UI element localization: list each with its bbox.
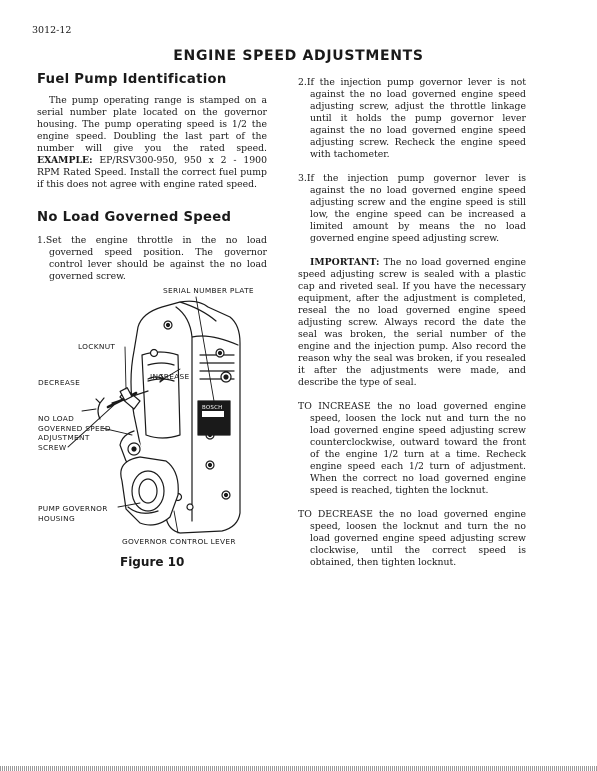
label-pump-governor-housing (38, 504, 108, 523)
pump-illustration (30, 285, 300, 555)
fuel-pump-section (37, 95, 267, 191)
label-increase: INCREASE (150, 372, 190, 381)
serial-plate-text: BOSCH (202, 405, 223, 411)
increase-paragraph: TO INCREASE the no load governed engine speed, loosen the lock nut and turn the no load governed engine speed adjusting screw counterclockwise, outward toward the front of the engine 1/2 turn at a time. Recheck engine speed each 1/2 turn of adjustment. When the correct no load governed engine speed is reached, tighten the locknut. (298, 401, 526, 496)
important-text: The no load governed engine speed adjusting screw is sealed with a plastic cap and riveted seal. If you have the necessary equipment, after the adjustment is completed, reseal the no load governed engine speed adjusting screw. Always record the date the seal was broken, the serial number of the engine and the injection pump. Also record the reason why the seal was broken, if you resealed it after the adjustments were made, and describe the type of seal. (298, 257, 526, 388)
important-label: IMPORTANT: (310, 257, 380, 268)
example-label: EXAMPLE: (37, 155, 93, 166)
label-no-load-line-1: NO LOAD (38, 414, 75, 423)
page-number: 3012-12 (32, 25, 72, 36)
step-1-paragraph (37, 235, 267, 283)
step-3-text: If the injection pump governor lever is against the no load governed engine speed adjusting screw and the engine speed is still low, the engine speed can be increased a limited amount by means the no load governed engine speed adjusting screw. (306, 173, 526, 244)
figure-caption: Figure 10 (120, 555, 185, 569)
label-no-load-line-3: ADJUSTMENT (38, 433, 90, 442)
step-1-number: 1. (37, 235, 46, 246)
label-no-load-screw (38, 414, 111, 452)
label-pump-governor-line-1: PUMP GOVERNOR (38, 504, 108, 513)
bottom-scan-rule (0, 766, 597, 771)
no-load-heading: No Load Governed Speed (37, 210, 232, 225)
label-no-load-line-4: SCREW (38, 442, 67, 452)
important-note (298, 257, 526, 389)
fuel-pump-text: The pump operating range is stamped on a serial number plate located on the governor housing. The pump operating speed is 1/2 the engine speed. Doubling the last part of the number will give you the rated speed. (37, 95, 267, 154)
step-1-text: Set the engine throttle in the no load governed speed position. The governor control lever should be against the no load governed screw. (45, 235, 267, 282)
label-governor-control-lever: GOVERNOR CONTROL LEVER (122, 537, 236, 546)
step-2-number: 2. (298, 77, 307, 88)
label-decrease: DECREASE (38, 378, 81, 387)
label-serial-number-plate: SERIAL NUMBER PLATE (163, 286, 254, 295)
step-2-text: If the injection pump governor lever is not against the no load governed engine speed adjusting screw, adjust the throttle linkage until it holds the pump governor lever against the no load governed engine speed adjusting screw. Recheck the engine speed with tachometer. (306, 77, 526, 160)
step-3 (298, 173, 526, 245)
page-title: ENGINE SPEED ADJUSTMENTS (173, 48, 424, 64)
decrease-paragraph: TO DECREASE the no load governed engine speed, loosen the locknut and turn the no load governed engine speed adjusting screw clockwise, until the correct speed is obtained, then tighten locknut. (298, 509, 526, 568)
step-2 (298, 77, 526, 161)
example-text: EP/RSV300-950, 950 x 2 - 1900 RPM Rated Speed. Install the correct fuel pump if this does not agree with engine rated speed. (37, 155, 267, 190)
fuel-pump-paragraph (37, 95, 267, 191)
label-locknut: LOCKNUT (78, 342, 116, 351)
label-pump-governor-line-2: HOUSING (38, 513, 76, 523)
label-no-load-line-2: GOVERNED SPEED (38, 423, 111, 433)
right-column (298, 77, 526, 569)
fuel-pump-heading: Fuel Pump Identification (37, 72, 227, 87)
step-1 (37, 235, 267, 283)
step-3-number: 3. (298, 173, 307, 184)
